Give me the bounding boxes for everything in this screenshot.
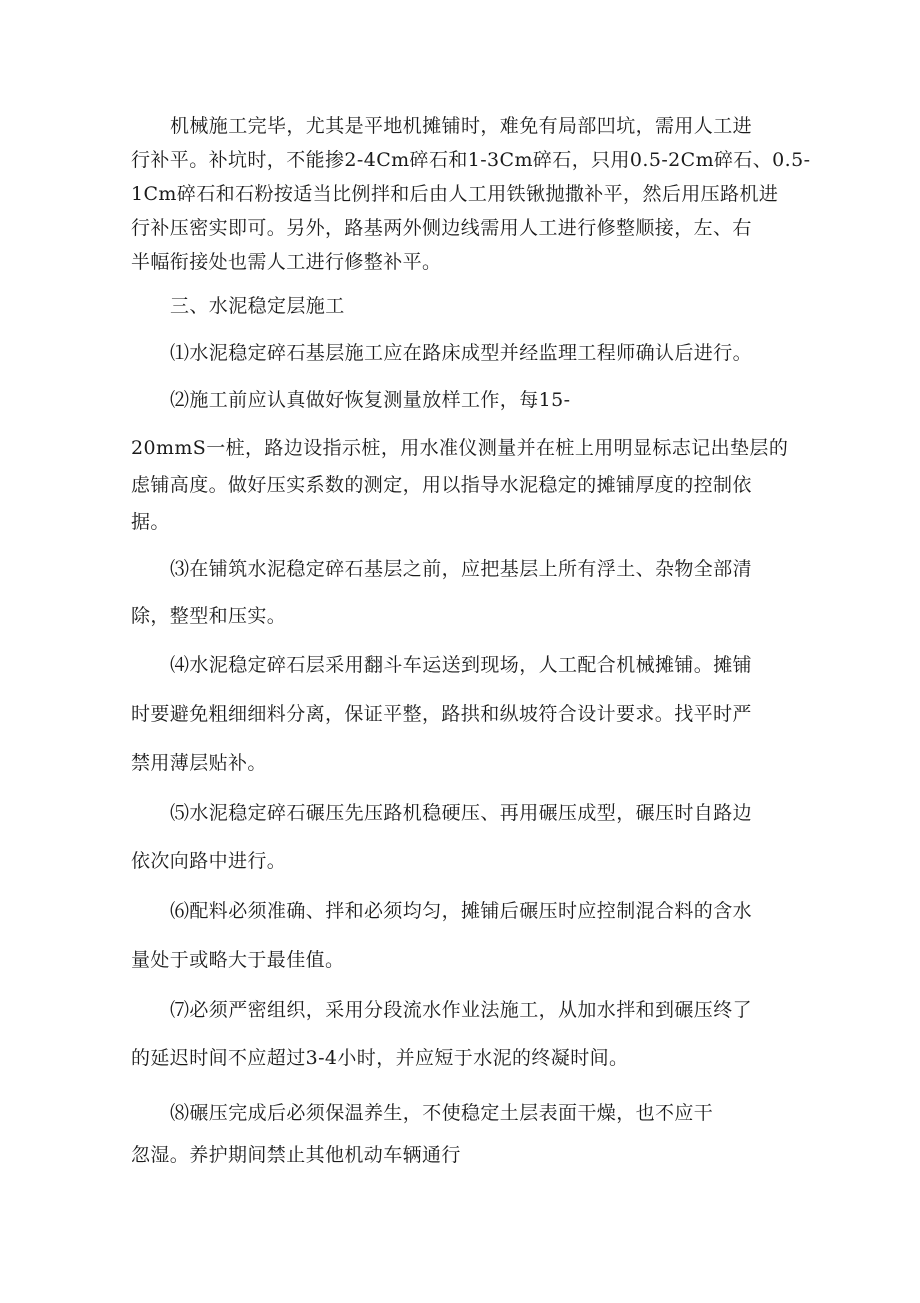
list-item-line: 禁用薄层贴补。 bbox=[131, 752, 267, 774]
list-item-line: ⑶在铺筑水泥稳定碎石基层之前，应把基层上所有浮土、杂物全部清 bbox=[170, 558, 753, 580]
paragraph-line: 1Cm碎石和石粉按适当比例拌和后由人工用铁锹抛撒补平，然后用压路机进 bbox=[131, 183, 779, 205]
list-item-line: ⑴水泥稳定碎石基层施工应在路床成型并经监理工程师确认后进行。 bbox=[170, 342, 753, 364]
list-item-line: ⑹配料必须准确、拌和必须均匀，摊铺后碾压时应控制混合料的含水 bbox=[170, 900, 753, 922]
list-item-line: ⑻碾压完成后必须保温养生，不使稳定土层表面干燥，也不应干 bbox=[170, 1102, 714, 1124]
list-item-line: 虑铺高度。做好压实系数的测定，用以指导水泥稳定的摊铺厚度的控制依 bbox=[131, 474, 752, 496]
list-item-line: ⑸水泥稳定碎石碾压先压路机稳硬压、再用碾压成型，碾压时自路边 bbox=[170, 802, 753, 824]
list-item-line: 忽湿。养护期间禁止其他机动车辆通行 bbox=[131, 1144, 461, 1166]
paragraph-line: 行补平。补坑时，不能掺2-4Cm碎石和1-3Cm碎石，只用0.5-2Cm碎石、0.5- bbox=[131, 149, 811, 171]
paragraph-line: 机械施工完毕，尤其是平地机摊铺时，难免有局部凹坑，需用人工进 bbox=[170, 115, 753, 137]
list-item-line: ⑷水泥稳定碎石层采用翻斗车运送到现场，人工配合机械摊铺。摊铺 bbox=[170, 654, 753, 676]
list-item-line: 除，整型和压实。 bbox=[131, 605, 287, 627]
list-item-line: 的延迟时间不应超过3-4小时，并应短于水泥的终凝时间。 bbox=[131, 1047, 629, 1069]
list-item-line: 20mmS一桩，路边设指示桩，用水准仪测量并在桩上用明显标志记出垫层的 bbox=[131, 437, 789, 459]
list-item-line: 量处于或略大于最佳值。 bbox=[131, 949, 345, 971]
list-item-line: ⑺必须严密组织，采用分段流水作业法施工，从加水拌和到碾压终了 bbox=[170, 999, 753, 1021]
list-item-line: 依次向路中进行。 bbox=[131, 850, 287, 872]
paragraph-line: 半幅衔接处也需人工进行修整补平。 bbox=[131, 251, 442, 273]
paragraph-line: 行补压密实即可。另外，路基两外侧边线需用人工进行修整顺接，左、右 bbox=[131, 217, 752, 239]
list-item-line: ⑵施工前应认真做好恢复测量放样工作，每15- bbox=[170, 389, 571, 411]
list-item-line: 时要避免粗细细料分离，保证平整，路拱和纵坡符合设计要求。找平时严 bbox=[131, 703, 752, 725]
list-item-line: 据。 bbox=[131, 511, 170, 533]
section-heading: 三、水泥稳定层施工 bbox=[170, 295, 345, 317]
